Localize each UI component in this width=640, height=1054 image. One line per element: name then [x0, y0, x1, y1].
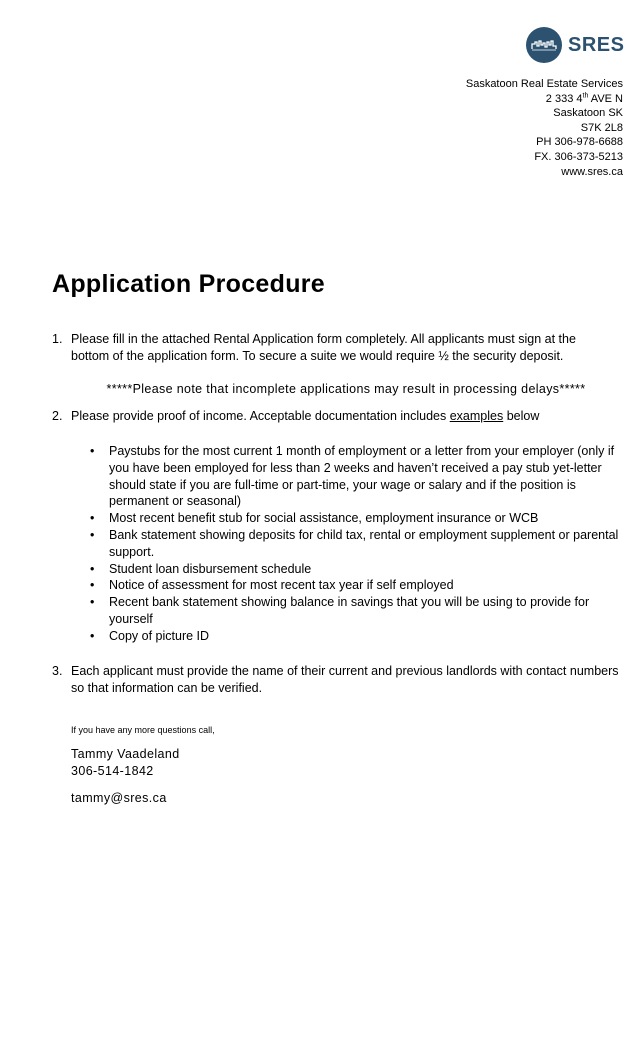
list-item: • Copy of picture ID [90, 628, 210, 643]
step-3-line-1: Each applicant must provide the name of their current and previous landlords with contact numbers [71, 664, 619, 678]
logo-text: SRES [568, 33, 625, 56]
website-link[interactable]: www.sres.ca [561, 165, 623, 178]
fax-number: FX. 306-373-5213 [534, 150, 623, 163]
company-name: Saskatoon Real Estate Services [465, 78, 623, 90]
street-address: 2 333 4th AVE N [545, 91, 623, 105]
skyline-icon [526, 27, 562, 63]
contact-email[interactable]: tammy@sres.ca [71, 791, 167, 805]
examples-underlined: examples [449, 409, 504, 423]
contact-name: Tammy Vaadeland [71, 747, 180, 761]
phone-number: PH 306-978-6688 [536, 136, 623, 149]
list-item: • Recent bank statement showing balance in savings that you will be using to provide for yourself [90, 595, 590, 626]
step-3-line-2: so that information can be verified. [71, 681, 263, 695]
list-item: • Most recent benefit stub for social assistance, employment insurance or WCB [90, 511, 539, 526]
processing-note: *****Please note that incomplete applications may result in processing delays***** [106, 382, 586, 396]
contact-phone: 306-514-1842 [71, 764, 154, 778]
step-number: 1. [52, 332, 63, 346]
step-1-line-1: Please fill in the attached Rental Application form completely. All applicants must sign at the [71, 332, 576, 346]
step-1-line-2: bottom of the application form. To secure a suite we would require ½ the security deposit. [71, 349, 564, 363]
list-item: • Bank statement showing deposits for child tax, rental or employment supplement or parental support. [90, 527, 619, 559]
list-item: • Student loan disbursement schedule [90, 561, 312, 576]
city: Saskatoon SK [553, 107, 623, 120]
contact-intro: If you have any more questions call, [71, 725, 215, 735]
step-number: 3. [52, 664, 63, 678]
postal-code: S7K 2L8 [580, 121, 623, 134]
company-logo [526, 27, 624, 63]
step-number: 2. [52, 409, 63, 423]
step-2-text: Please provide proof of income. Acceptable documentation includes examples below [71, 409, 540, 423]
list-item: • Paystubs for the most current 1 month of employment or a letter from your employer (only if you have been employed for less than 2 weeks and haven’t received a pay stub yet-letter should state if you are full-time or part-time, your wage or salary and if the position is permanent or seasonal) [90, 444, 615, 509]
page-title: Application Procedure [52, 270, 326, 298]
income-examples-list [90, 443, 626, 645]
company-address [466, 77, 623, 179]
list-item: • Notice of assessment for most recent tax year if self employed [90, 578, 454, 593]
